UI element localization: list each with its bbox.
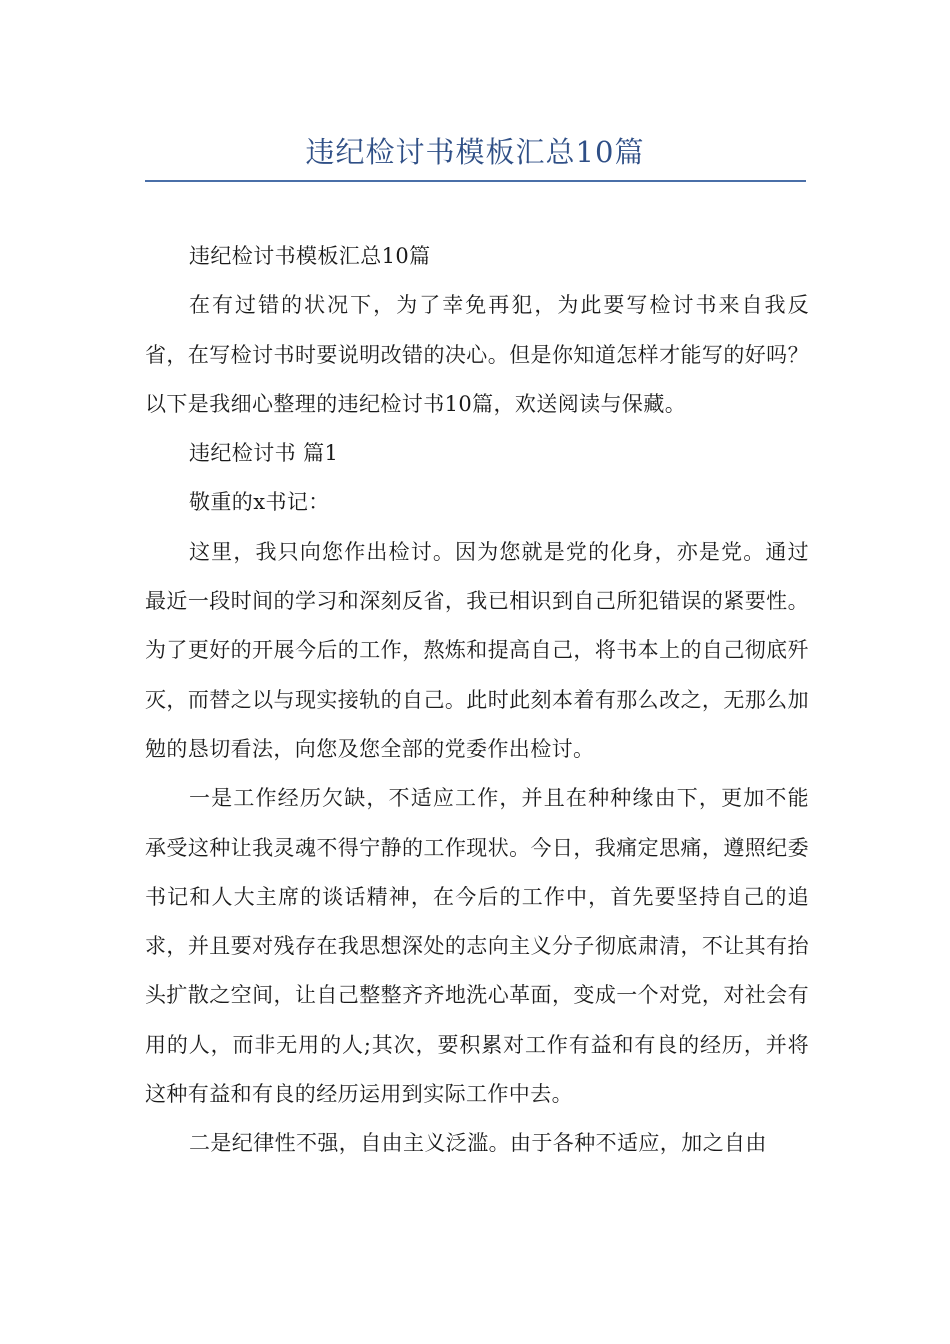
- salutation: 敬重的x书记：: [189, 490, 330, 515]
- paragraph-body-2: 一是工作经历欠缺，不适应工作，并且在种种缘由下，更加不能承受这种让我灵魂不得宁静的工作现状。今日，我痛定思痛，遵照纪委书记和人大主席的谈话精神，在今后的工作中，首先要坚持自己的追求，并且要对残存在我思想深处的志向主义分子彻底肃清，不让其有抬头扩散之空间，让自己整整齐齐地洗心革面，变成一个对党，对社会有用的人，而非无用的人;其次，要积累对工作有益和有良的经历，并将这种有益和有良的经历运用到实际工作中去。: [145, 786, 809, 1107]
- paragraph-heading: 违纪检讨书模板汇总10篇: [189, 244, 431, 268]
- paragraph-intro: 在有过错的状况下，为了幸免再犯，为此要写检讨书来自我反省，在写检讨书时要说明改错的决心。但是你知道怎样才能写的好吗？以下是我细心整理的违纪检讨书10篇，欢送阅读与保藏。: [145, 293, 809, 416]
- paragraph-body-1: 这里，我只向您作出检讨。因为您就是党的化身，亦是党。通过最近一段时间的学习和深刻反省，我已相识到自己所犯错误的紧要性。为了更好的开展今后的工作，熬炼和提高自己，将书本上的自己彻底歼灭，而替之以与现实接轨的自己。此时此刻本着有那么改之，无那么加勉的恳切看法，向您及您全部的党委作出检讨。: [145, 539, 809, 761]
- section-heading: 违纪检讨书 篇1: [189, 441, 339, 466]
- document-title: 违纪检讨书模板汇总10篇: [305, 135, 645, 169]
- title-underline: [145, 180, 806, 182]
- document-body: [145, 232, 809, 1169]
- paragraph-body-3: 二是纪律性不强，自由主义泛滥。由于各种不适应，加之自由: [189, 1131, 767, 1156]
